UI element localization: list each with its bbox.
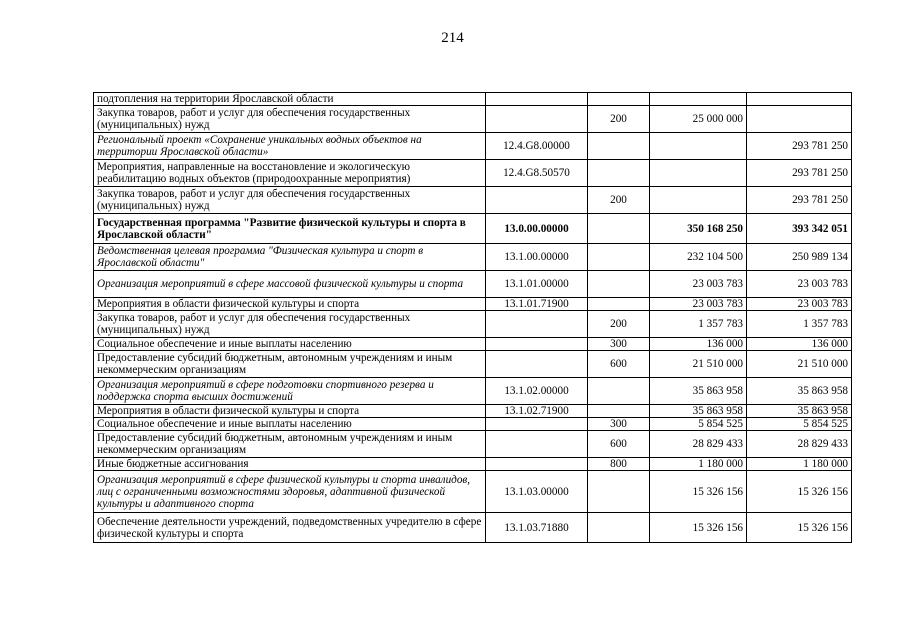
- amount-year-2: 15 326 156: [747, 513, 852, 543]
- amount-year-2: 293 781 250: [747, 187, 852, 214]
- target-code: [486, 431, 588, 458]
- target-code: [486, 338, 588, 351]
- table-row: [94, 458, 852, 471]
- amount-year-1: [650, 187, 747, 214]
- item-name: Предоставление субсидий бюджетным, автономным учреждениям и иным некоммерческим организациям: [94, 431, 486, 458]
- table-row: [94, 214, 852, 244]
- table-row: [94, 378, 852, 405]
- item-name: Закупка товаров, работ и услуг для обеспечения государственных (муниципальных) нужд: [94, 106, 486, 133]
- amount-year-2: 136 000: [747, 338, 852, 351]
- expense-type: 300: [588, 418, 650, 431]
- amount-year-2: 1 180 000: [747, 458, 852, 471]
- target-code: [486, 106, 588, 133]
- expense-type: [588, 378, 650, 405]
- item-name: Обеспечение деятельности учреждений, подведомственных учредителю в сфере физической культуры и спорта: [94, 513, 486, 543]
- table-row: [94, 93, 852, 106]
- amount-year-2: 23 003 783: [747, 298, 852, 311]
- item-name: Социальное обеспечение и иные выплаты населению: [94, 338, 486, 351]
- expense-type: [588, 271, 650, 298]
- target-code: [486, 93, 588, 106]
- expense-type: [588, 405, 650, 418]
- target-code: 13.1.01.00000: [486, 271, 588, 298]
- table-row: [94, 471, 852, 513]
- target-code: [486, 311, 588, 338]
- amount-year-1: [650, 160, 747, 187]
- target-code: [486, 351, 588, 378]
- amount-year-1: [650, 133, 747, 160]
- amount-year-1: 23 003 783: [650, 298, 747, 311]
- item-name: Региональный проект «Сохранение уникальных водных объектов на территории Ярославской области»: [94, 133, 486, 160]
- item-name: Государственная программа "Развитие физической культуры и спорта в Ярославской области": [94, 214, 486, 244]
- expense-type: 600: [588, 431, 650, 458]
- amount-year-1: 35 863 958: [650, 378, 747, 405]
- table-row: [94, 244, 852, 271]
- item-name: Мероприятия в области физической культуры и спорта: [94, 298, 486, 311]
- item-name: Иные бюджетные ассигнования: [94, 458, 486, 471]
- item-name: Ведомственная целевая программа "Физическая культура и спорт в Ярославской области": [94, 244, 486, 271]
- target-code: 13.1.00.00000: [486, 244, 588, 271]
- item-name: Социальное обеспечение и иные выплаты населению: [94, 418, 486, 431]
- item-name: подтопления на территории Ярославской области: [94, 93, 486, 106]
- target-code: 13.0.00.00000: [486, 214, 588, 244]
- amount-year-2: 21 510 000: [747, 351, 852, 378]
- item-name: Организация мероприятий в сфере массовой физической культуры и спорта: [94, 271, 486, 298]
- budget-table-body: [94, 93, 852, 543]
- amount-year-2: 15 326 156: [747, 471, 852, 513]
- expense-type: [588, 214, 650, 244]
- expense-type: 200: [588, 311, 650, 338]
- expense-type: 300: [588, 338, 650, 351]
- target-code: 13.1.02.00000: [486, 378, 588, 405]
- table-row: [94, 106, 852, 133]
- target-code: 13.1.03.00000: [486, 471, 588, 513]
- expense-type: [588, 298, 650, 311]
- amount-year-2: 293 781 250: [747, 160, 852, 187]
- amount-year-1: 15 326 156: [650, 471, 747, 513]
- amount-year-2: 393 342 051: [747, 214, 852, 244]
- amount-year-1: 136 000: [650, 338, 747, 351]
- target-code: 12.4.G8.00000: [486, 133, 588, 160]
- table-row: [94, 271, 852, 298]
- table-row: [94, 431, 852, 458]
- amount-year-1: 15 326 156: [650, 513, 747, 543]
- table-row: [94, 418, 852, 431]
- target-code: [486, 458, 588, 471]
- item-name: Закупка товаров, работ и услуг для обеспечения государственных (муниципальных) нужд: [94, 187, 486, 214]
- item-name: Закупка товаров, работ и услуг для обеспечения государственных (муниципальных) нужд: [94, 311, 486, 338]
- table-row: [94, 160, 852, 187]
- item-name: Мероприятия в области физической культуры и спорта: [94, 405, 486, 418]
- amount-year-1: 5 854 525: [650, 418, 747, 431]
- amount-year-1: 23 003 783: [650, 271, 747, 298]
- amount-year-1: 28 829 433: [650, 431, 747, 458]
- item-name: Предоставление субсидий бюджетным, автономным учреждениям и иным некоммерческим организациям: [94, 351, 486, 378]
- table-row: [94, 405, 852, 418]
- amount-year-2: [747, 93, 852, 106]
- amount-year-2: 35 863 958: [747, 405, 852, 418]
- table-row: [94, 187, 852, 214]
- amount-year-1: [650, 93, 747, 106]
- amount-year-1: 21 510 000: [650, 351, 747, 378]
- amount-year-1: 232 104 500: [650, 244, 747, 271]
- amount-year-1: 35 863 958: [650, 405, 747, 418]
- item-name: Организация мероприятий в сфере подготовки спортивного резерва и поддержка спорта высших достижений: [94, 378, 486, 405]
- table-row: [94, 338, 852, 351]
- target-code: 13.1.03.71880: [486, 513, 588, 543]
- table-row: [94, 311, 852, 338]
- expense-type: [588, 160, 650, 187]
- item-name: Мероприятия, направленные на восстановление и экологическую реабилитацию водных объектов (природоохранные мероприятия): [94, 160, 486, 187]
- item-name: Организация мероприятий в сфере физической культуры и спорта инвалидов, лиц с ограниченными возможностями здоровья, адаптивной физической культуры и адаптивного спорта: [94, 471, 486, 513]
- expense-type: [588, 244, 650, 271]
- amount-year-2: 293 781 250: [747, 133, 852, 160]
- table-row: [94, 513, 852, 543]
- amount-year-2: 23 003 783: [747, 271, 852, 298]
- amount-year-2: 35 863 958: [747, 378, 852, 405]
- expense-type: [588, 471, 650, 513]
- expense-type: 200: [588, 106, 650, 133]
- target-code: [486, 418, 588, 431]
- budget-table: [93, 92, 852, 543]
- target-code: 13.1.01.71900: [486, 298, 588, 311]
- target-code: 12.4.G8.50570: [486, 160, 588, 187]
- expense-type: 200: [588, 187, 650, 214]
- amount-year-2: 28 829 433: [747, 431, 852, 458]
- amount-year-1: 350 168 250: [650, 214, 747, 244]
- expense-type: 600: [588, 351, 650, 378]
- table-row: [94, 351, 852, 378]
- amount-year-1: 25 000 000: [650, 106, 747, 133]
- amount-year-1: 1 180 000: [650, 458, 747, 471]
- amount-year-2: 1 357 783: [747, 311, 852, 338]
- expense-type: [588, 513, 650, 543]
- table-row: [94, 298, 852, 311]
- target-code: [486, 187, 588, 214]
- amount-year-2: 5 854 525: [747, 418, 852, 431]
- expense-type: [588, 93, 650, 106]
- amount-year-2: [747, 106, 852, 133]
- target-code: 13.1.02.71900: [486, 405, 588, 418]
- expense-type: 800: [588, 458, 650, 471]
- page-number: 214: [441, 30, 464, 46]
- amount-year-1: 1 357 783: [650, 311, 747, 338]
- amount-year-2: 250 989 134: [747, 244, 852, 271]
- expense-type: [588, 133, 650, 160]
- table-row: [94, 133, 852, 160]
